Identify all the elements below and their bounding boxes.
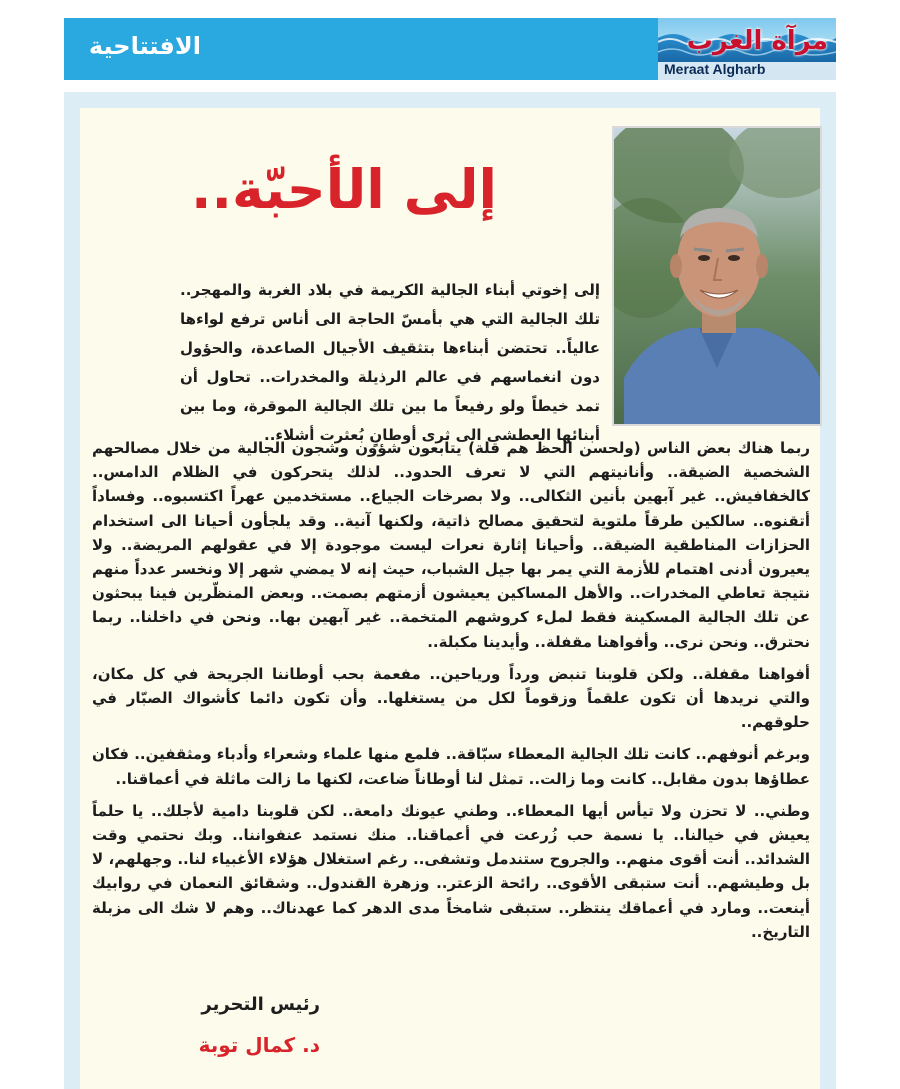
logo (658, 18, 836, 80)
author-portrait-icon (614, 128, 820, 424)
article-paragraph: أفواهنا مقفلة.. ولكن قلوبنا تنبض ورداً ورياحين.. مفعمة بحب أوطاننا الجريحة في كل مكان، والتي نريدها أن تكون علقماً وزقوماً لكل من يستغلها.. وأن تكون دائما كأشواك الصبّار في حلوقهم.. (92, 664, 810, 732)
article-headline: إلى الأحبّة.. (190, 158, 498, 221)
signature-title: رئيس التحرير (201, 994, 320, 1015)
article-page (80, 108, 820, 1089)
article-frame (64, 92, 836, 1089)
header-bar (64, 18, 836, 80)
article-paragraph: وبرغم أنوفهم.. كانت تلك الجالية المعطاء سبّاقة.. فلمع منها علماء وشعراء وأدباء ومثقفين.. فكان عطاؤها بدون مقابل.. كانت وما زالت.. تمثل لنا أوطاناً ضاعت، لكنها ما زالت ماثلة في أعماقنا.. (92, 745, 810, 788)
author-photo (612, 126, 822, 426)
signature-block (160, 994, 320, 1057)
article-intro: إلى إخوتي أبناء الجالية الكريمة في بلاد الغربة والمهجر.. تلك الجالية التي هي بأمسّ الحاجة الى أناس ترفع لواءها عالياً.. تحتضن أبناءها بتثقيف الأجيال الصاعدة، والحؤول دون انغماسهم في عالم الرذيلة والمخدرات.. تحاول أن تمد خيطاً ولو رفيعاً ما بين تلك الجالية الموقرة، وما بين أبنائها العطشى الى ثرى أوطانٍ بُعثرت أشلاء.. (180, 281, 600, 444)
article-paragraph: وطني.. لا تحزن ولا تيأس أيها المعطاء.. وطني عيونك دامعة.. لكن قلوبنا دامية لأجلك.. يا حلماً يعيش في خيالنا.. يا نسمة حب زُرعت في أعماقنا.. منك نستمد عنفواننا.. وبك نحتمي وقت الشدائد.. أنت أقوى منهم.. والجروح ستندمل وتشفى.. رغم استغلال هؤلاء الأغبياء لنا.. وجهلهم، لا بل وطيشهم.. أنت ستبقى الأقوى.. رائحة الزعتر.. وزهرة القندول.. وشقائق النعمان في روابيك أينعت.. ومارد في أعماقك ينتظر.. ستبقى شامخاً مدى الدهر كما عهدناك.. وهم لا شك الى مزبلة التاريخ.. (92, 801, 810, 941)
logo-arabic-text: مرآة الغرب (686, 26, 828, 56)
article-body (92, 436, 810, 952)
section-title: الافتتاحية (88, 32, 201, 60)
article-paragraph: ربما هناك بعض الناس (ولحسن الحظ هم قلة) يتابعون شؤون وشجون الجالية من خلال مصالحهم الشخصية الضيقة.. وأنانيتهم التي لا تعرف الحدود.. لذلك يتحركون في الظلام الدامس.. كالخفافيش.. غير آبهين بأنين الثكالى.. ولا بصرخات الجياع.. مستخدمين عهراً اكتسبوه.. وفساداً أتقنوه.. سالكين طرقاً ملتوية لتحقيق مصالح ذاتية، ولكنها آنية.. وقد يلجأون أحيانا الى استخدام الحزازات المناطقية الضيقة.. وأحيانا إثارة نعرات ليست موجودة إلا في عقولهم المريضة.. ولا يعيرون أدنى اهتمام للأزمة التي يمر بها جيل الشباب، حيث إنه لا يمضي شهر إلا ونخسر عدداً منهم نتيجة تعاطي المخدرات.. والأهل المساكين يعيشون أزمتهم بصمت.. وبعض المنظّرين فينا يبحثون عن تلك الجالية المسكينة فقط لملء كروشهم المتخمة.. غير آبهين بها.. ونحن في داخلنا.. ربما نحترق.. ونحن نرى.. وأفواهنا مقفلة.. وأيدينا مكبلة.. (92, 439, 810, 651)
logo-english-text: Meraat Algharb (664, 61, 766, 77)
signature-name: د. كمال توبة (198, 1033, 320, 1057)
